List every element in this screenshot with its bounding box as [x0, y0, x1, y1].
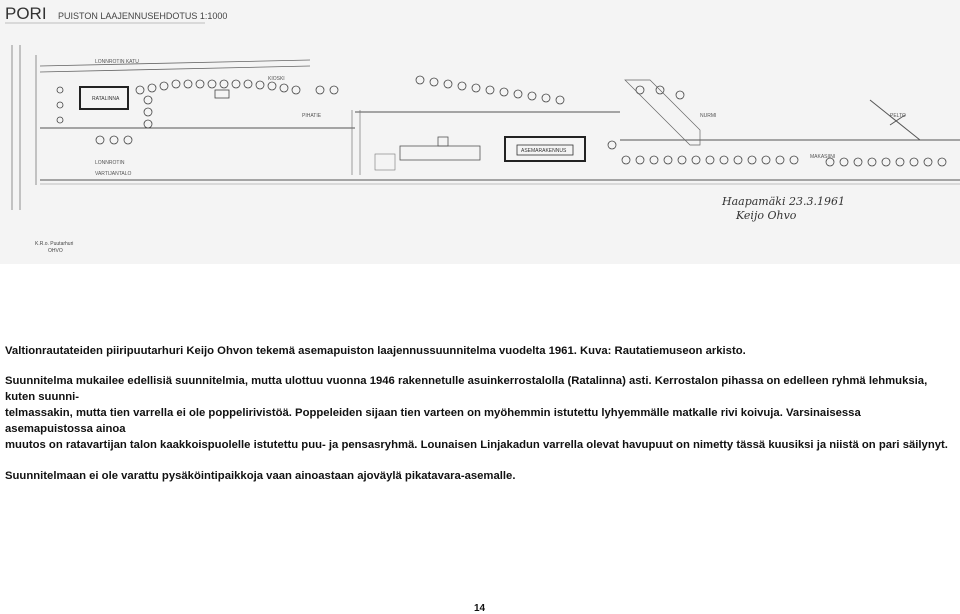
caption-body-line-2: telmassakin, mutta tien varrella ei ole poppelirivistöä. Poppeleiden sijaan tien varteen on myöhemmin istutettu lyhyemmälle matkalle rivi koivuja. Varsinaisessa asemapuistossa ainoa [5, 407, 861, 435]
label-pelto: PELTO [890, 113, 906, 119]
plan-title-city: PORI [5, 4, 47, 23]
label-kiosk: KIOSKI [268, 76, 285, 82]
caption-body-line-1: Suunnitelma mukailee edellisiä suunnitelmia, mutta ulottuu vuonna 1946 rakennetulle asuinkerrostalolla (Ratalinna) asti. Kerrostalon pihassa on edelleen ryhmä lehmuksia, kuten suunni- [5, 375, 928, 403]
label-nurmi: NURMI [700, 113, 717, 119]
signature-line-1: Haapamäki 23.3.1961 [722, 195, 845, 208]
plan-title-text: PUISTON LAAJENNUSEHDOTUS 1:1000 [58, 11, 228, 21]
caption-body-line-3: muutos on ratavartijan talon kaakkoispuolelle istutettu puu- ja pensasryhmä. Lounaisen Linjakadun varrella olevat havupuut on nimetty tässä kuusiksi ja niistä on pari säilynyt. [5, 439, 948, 451]
label-vartija: VARTIJANTALO [95, 171, 132, 177]
label-lonnrot: LONNROTIN [95, 160, 125, 166]
label-makasiini: MAKASIINI [810, 154, 836, 160]
caption-block [5, 343, 950, 484]
plan-svg [0, 0, 960, 264]
label-asema: ASEMARAKENNUS [521, 148, 567, 154]
site-plan-drawing [0, 0, 960, 264]
stamp-line-2: OHVO [48, 248, 63, 254]
page-number: 14 [474, 603, 486, 614]
label-pihatie: PIHATIE [302, 113, 322, 119]
caption-source: Valtionrautateiden piiripuutarhuri Keijo Ohvon tekemä asemapuiston laajennussuunnitelma vuodelta 1961. Kuva: Rautatiemuseon arkisto. [5, 345, 746, 357]
label-road-top: LONNROTIN KATU [95, 59, 139, 65]
caption-parking-note: Suunnitelmaan ei ole varattu pysäköintipaikkoja vaan ainoastaan ajoväylä pikatavara-asemalle. [5, 470, 516, 482]
stamp-line-1: K.R.o. Puutarhuri [35, 241, 74, 247]
label-ratalinna: RATALINNA [92, 96, 120, 102]
signature-line-2: Keijo Ohvo [736, 209, 797, 222]
